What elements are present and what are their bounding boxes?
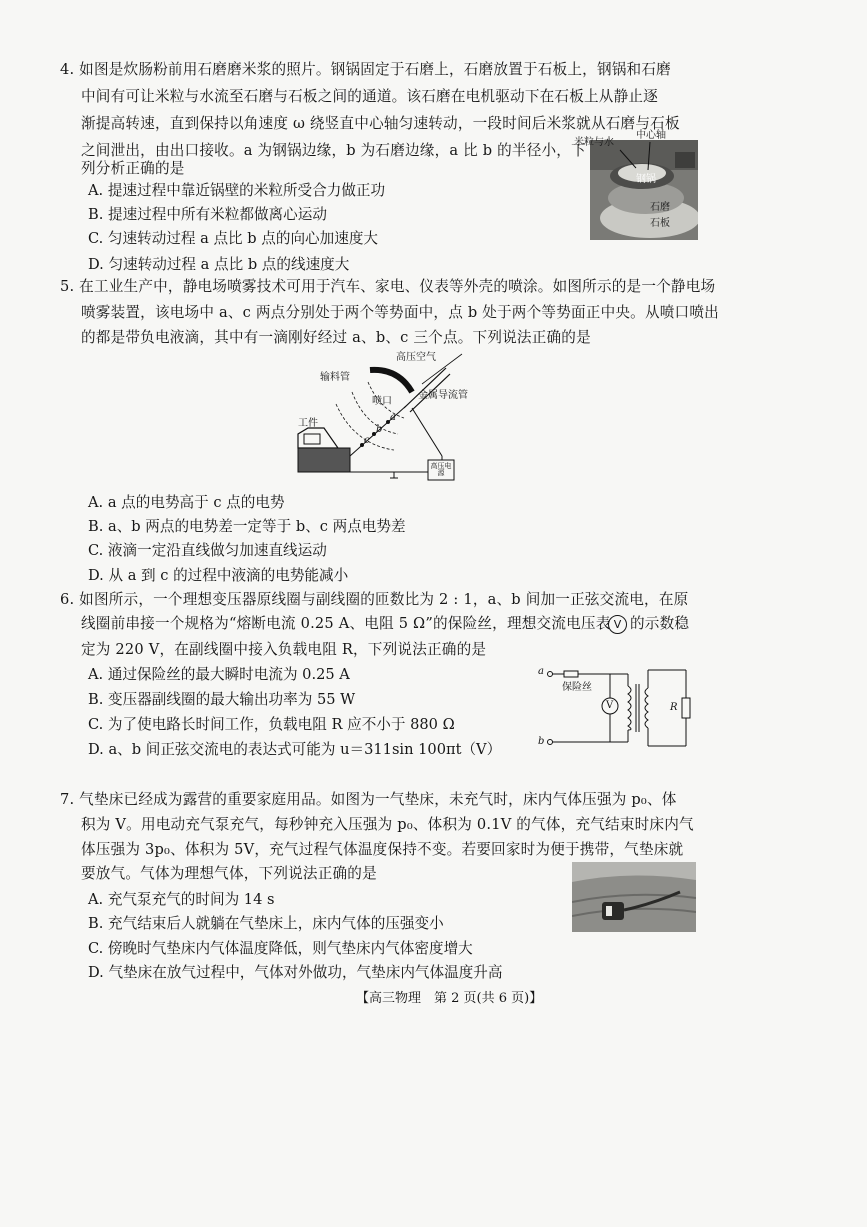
q6-line-2-end: 的示数稳: [630, 615, 690, 632]
q4-option-a: A. 提速过程中靠近锅壁的米粒所受合力做正功: [88, 182, 386, 199]
label-feed-pipe: 输料管: [320, 372, 350, 383]
q4-line-4: 之间泄出，由出口接收。a 为钢锅边缘，b 为石磨边缘，a 比 b 的半径小，下: [81, 142, 586, 159]
q6-option-a: A. 通过保险丝的最大瞬时电流为 0.25 A: [88, 666, 350, 683]
voltmeter-symbol-inline: V: [608, 615, 627, 634]
q4-millstone-photo: [574, 130, 698, 240]
q5-line-3: 的都是带负电液滴，其中有一滴刚好经过 a、b、c 三个点。下列说法正确的是: [81, 329, 591, 346]
q7-option-d: D. 气垫床在放气过程中，气体对外做功，气垫床内气体温度升高: [88, 964, 503, 981]
q7-line-4: 要放气。气体为理想气体，下列说法正确的是: [81, 865, 377, 882]
label-high-pressure-air: 高压空气: [396, 352, 436, 363]
q7-line-3: 体压强为 3p₀、体积为 5V，充气过程气体温度保持不变。若要回家时为便于携带，气垫床就: [81, 841, 684, 858]
label-nozzle: 喷口: [372, 396, 392, 407]
label-millstone: 石磨: [650, 202, 670, 213]
q7-option-c: C. 傍晚时气垫床内气体温度降低，则气垫床内气体密度增大: [88, 940, 473, 957]
label-terminal-a: a: [538, 666, 544, 677]
q4-option-c: C. 匀速转动过程 a 点比 b 点的向心加速度大: [88, 230, 379, 247]
q7-air-mattress-photo: [572, 862, 696, 932]
q4-line-2: 中间有可让米粒与水流至石磨与石板之间的通道。该石磨在电机驱动下在石板上从静止逐: [81, 88, 658, 105]
label-point-b: b: [376, 424, 383, 435]
label-hv-supply: 高压电源: [430, 462, 452, 477]
q6-line-1: 6. 如图所示，一个理想变压器原线圈与副线圈的匝数比为 2 : 1，a、b 间加一正弦交流电，在原: [60, 591, 689, 608]
label-rice-water: 米粒与水: [574, 137, 614, 148]
q6-line-3: 定为 220 V，在副线圈中接入负载电阻 R，下列说法正确的是: [81, 641, 487, 658]
label-metal-guide-pipe: 金属导流管: [418, 390, 468, 401]
q5-option-b: B. a、b 两点的电势差一定等于 b、c 两点电势差: [88, 518, 406, 535]
q4-line-3: 渐提高转速，直到保持以角速度 ω 绕竖直中心轴匀速转动，一段时间后米浆就从石磨与石板: [81, 115, 680, 132]
q6-option-b: B. 变压器副线圈的最大输出功率为 55 W: [88, 691, 356, 708]
label-steel-pot: 钢锅: [636, 174, 656, 185]
q4-line-5: 列分析正确的是: [81, 160, 185, 177]
q6-option-c: C. 为了使电路长时间工作，负载电阻 R 应不小于 880 Ω: [88, 716, 455, 733]
q4-option-b: B. 提速过程中所有米粒都做离心运动: [88, 206, 327, 223]
q6-line-2: 线圈前串接一个规格为“熔断电流 0.25 A、电阻 5 Ω”的保险丝，理想交流电压表: [81, 615, 611, 632]
q5-line-2: 喷雾装置，该电场中 a、c 两点分别处于两个等势面中，点 b 处于两个等势面正中央。从喷口喷出: [81, 304, 719, 321]
label-point-a: a: [390, 412, 396, 423]
label-resistor: R: [670, 702, 678, 713]
label-terminal-b: b: [538, 736, 545, 747]
q7-line-1: 7. 气垫床已经成为露营的重要家庭用品。如图为一气垫床，未充气时，床内气体压强为 p₀、体: [60, 791, 677, 808]
label-stone-slab: 石板: [650, 218, 670, 229]
q5-line-1: 5. 在工业生产中，静电场喷雾技术可用于汽车、家电、仪表等外壳的喷涂。如图所示的是一个静电场: [60, 278, 716, 295]
q7-option-b: B. 充气结束后人就躺在气垫床上，床内气体的压强变小: [88, 915, 444, 932]
label-workpiece: 工件: [298, 418, 318, 429]
millstone-photo-drawing: [590, 140, 698, 240]
q6-option-d: D. a、b 间正弦交流电的表达式可能为 u＝311sin 100πt（V）: [88, 741, 502, 758]
q5-option-a: A. a 点的电势高于 c 点的电势: [88, 494, 285, 511]
air-mattress-photo-drawing: [572, 862, 696, 932]
q4-option-d: D. 匀速转动过程 a 点比 b 点的线速度大: [88, 256, 350, 273]
label-center-axis: 中心轴: [636, 130, 666, 141]
label-point-c: c: [364, 435, 370, 446]
q4-line-1: 4. 如图是炊肠粉前用石磨磨米浆的照片。钢锅固定于石磨上，石磨放置于石板上，钢锅和石磨: [60, 61, 671, 78]
q5-option-c: C. 液滴一定沿直线做匀加速直线运动: [88, 542, 327, 559]
page-footer: 【高三物理 第 2 页(共 6 页)】: [356, 991, 543, 1006]
q5-option-d: D. 从 a 到 c 的过程中液滴的电势能减小: [88, 567, 349, 584]
q6-transformer-circuit: [540, 666, 700, 752]
q7-option-a: A. 充气泵充气的时间为 14 s: [88, 891, 275, 908]
q7-line-2: 积为 V。用电动充气泵充气，每秒钟充入压强为 p₀、体积为 0.1V 的气体，充气结束时床内气: [81, 816, 694, 833]
label-voltmeter: V: [606, 700, 614, 711]
label-fuse: 保险丝: [562, 682, 592, 693]
q5-spray-diagram: [294, 348, 468, 483]
